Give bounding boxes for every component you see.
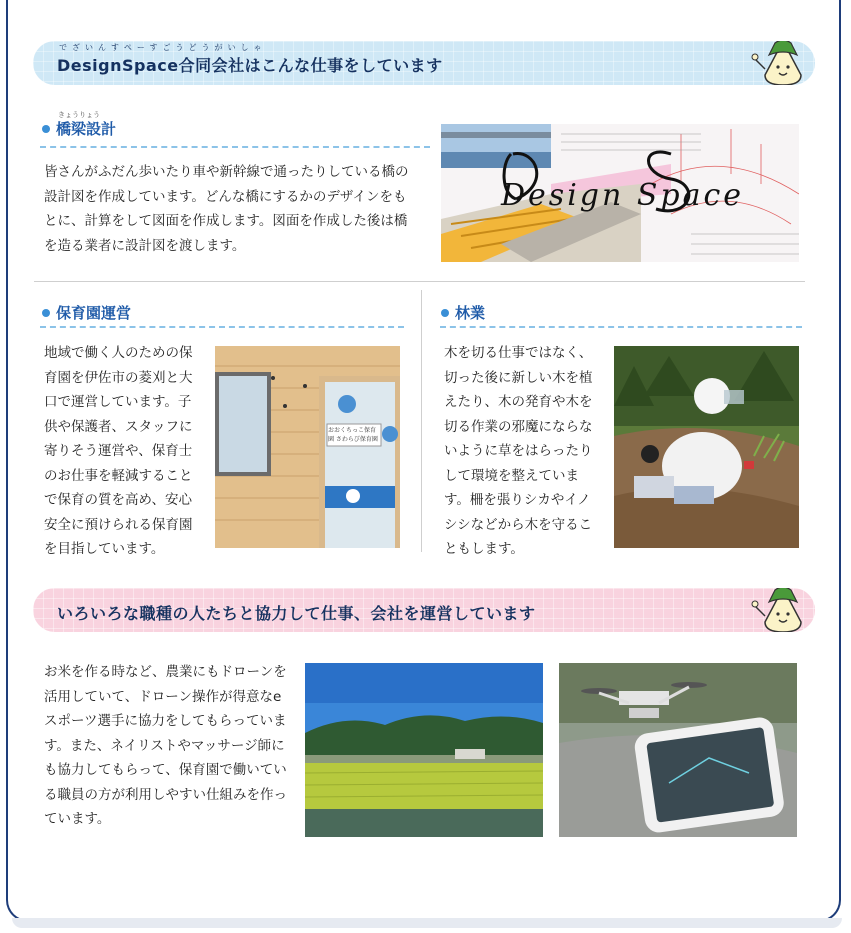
banner-title: いろいろな職種の人たちと協力して仕事、会社を運営しています: [57, 604, 536, 623]
section-nursery-title: 保育園運営: [56, 304, 132, 322]
bullet-icon: [42, 309, 50, 317]
drone-photo: [559, 663, 797, 837]
bridge-ruby: きょうりょう: [58, 111, 100, 119]
rice-ball-mascot-icon: [749, 588, 815, 632]
bridge-image-logo: Design Space: [501, 178, 745, 213]
dashed-divider: [440, 326, 802, 328]
nursery-text: 地域で働く人のための保育園を伊佐市の菱刈と大口で運営しています。子供や保護者、スタッフに寄りそう運営や、保育士のお仕事を軽減することで保育の質を高め、安心安全に預けられる保育園を目指しています。: [44, 345, 193, 557]
dashed-divider: [40, 146, 430, 148]
section-forestry-title: 林業: [455, 304, 486, 322]
dashed-divider: [40, 326, 404, 328]
bullet-icon: [42, 125, 50, 133]
bullet-icon: [441, 309, 449, 317]
section-forestry-heading: [441, 302, 485, 323]
banner-ruby: でざいんすぺーすごうどうがいしゃ: [59, 43, 267, 52]
bridge-design-image: [441, 124, 799, 262]
bridge-text: 皆さんがふだん歩いたり車や新幹線で通ったりしている橋の設計図を作成しています。どんな橋にするかのデザインをもとに、計算をして図面を作成します。図面を作成した後は橋を造る業者に設計図を渡します。: [44, 164, 409, 254]
banner-cooperation: [33, 588, 815, 632]
cooperation-text: お米を作る時など、農業にもドローンを活用していて、ドローン操作が得意なeスポーツ選手に協力をしてもらっています。また、ネイリストやマッサージ師にも協力してもらって、保育園で働いている職員の方が利用しやすい仕組みを作っています。: [44, 664, 287, 827]
section-bridge-heading: [42, 118, 116, 139]
horizontal-divider: [34, 281, 805, 282]
banner-title: DesignSpace合同会社はこんな仕事をしています: [57, 56, 443, 75]
card-shadow: [12, 918, 842, 928]
nursery-sign-text: おおくちっこ保育園 さわらび保育園: [328, 427, 378, 443]
vertical-divider: [421, 290, 422, 552]
rice-ball-mascot-icon: [749, 41, 815, 85]
rice-field-photo: [305, 663, 543, 837]
section-nursery-heading: [42, 302, 131, 323]
nursery-photo: [215, 346, 400, 548]
forestry-photo: [614, 346, 799, 548]
section-bridge-title: 橋梁設計: [56, 120, 117, 138]
forestry-text: 木を切る仕事ではなく、切った後に新しい木を植えたり、木の発育や木を切る作業の邪魔にならないように草をはらったりして環境を整えています。柵を張りシカやイノシシなどから木を守ることもします。: [444, 345, 593, 557]
banner-company-work: [33, 41, 815, 85]
